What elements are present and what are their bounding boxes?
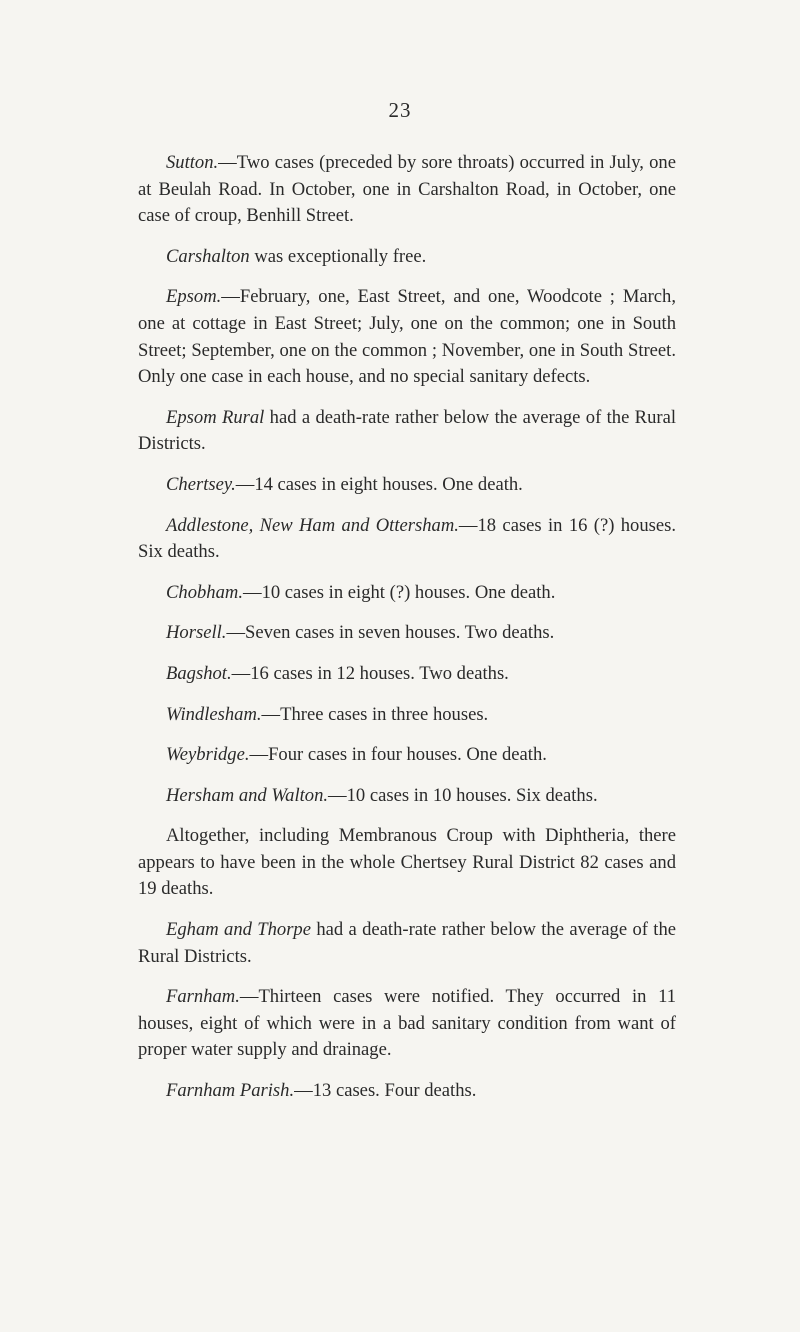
paragraph-text: —Three cases in three houses. <box>261 703 489 725</box>
paragraph-text: —February, one, East Street, and one, Woodcote ; March, one at cottage in East Street; July, one on the common; one in South Street; September, one on the common ; November, one in South Street. Only one case in each house, and no special sanitary defects. <box>138 286 676 388</box>
paragraph-text: —10 cases in eight (?) houses. One death. <box>242 581 556 603</box>
paragraph-weybridge <box>138 742 676 769</box>
paragraph-addlestone <box>138 513 676 566</box>
paragraph-hersham-walton <box>138 783 676 810</box>
paragraph-epsom <box>138 284 676 390</box>
place-name: Epsom. <box>166 286 222 308</box>
paragraph-text: —18 cases in 16 (?) houses. Six deaths. <box>138 514 676 563</box>
page-number: 23 <box>388 98 412 122</box>
paragraph-text: —14 cases in eight houses. One death. <box>235 473 523 495</box>
place-name: Addlestone, New Ham and Ottersham. <box>166 514 459 536</box>
place-name: Farnham. <box>166 986 240 1008</box>
place-name: Carshalton <box>166 245 250 267</box>
place-name: Egham and Thorpe <box>166 919 311 941</box>
paragraph-text: had a death-rate rather below the average of the Rural Districts. <box>138 406 676 455</box>
paragraph-text: was exceptionally free. <box>249 245 427 267</box>
paragraph-text: —10 cases in 10 houses. Six deaths. <box>328 784 598 806</box>
place-name: Epsom Rural <box>166 406 265 428</box>
paragraph-egham-thorpe <box>138 917 676 970</box>
paragraph-text: —13 cases. Four deaths. <box>294 1080 477 1102</box>
paragraph-bagshot <box>138 661 676 688</box>
paragraph-text: —Seven cases in seven houses. Two deaths. <box>226 622 555 644</box>
place-name: Horsell. <box>166 622 227 644</box>
paragraph-horsell <box>138 620 676 647</box>
place-name: Chobham. <box>166 581 243 603</box>
place-name: Windlesham. <box>166 703 262 725</box>
body-text <box>138 150 676 1119</box>
place-name: Chertsey. <box>166 473 236 495</box>
paragraph-chobham <box>138 580 676 607</box>
place-name: Weybridge. <box>166 744 250 766</box>
paragraph-text: had a death-rate rather below the average of the Rural Districts. <box>138 919 677 967</box>
place-name: Sutton. <box>166 152 219 173</box>
paragraph-text: —16 cases in 12 houses. Two deaths. <box>231 662 509 684</box>
paragraph-windlesham <box>138 702 676 729</box>
paragraph-sutton <box>138 150 676 230</box>
paragraph-carshalton <box>138 244 676 271</box>
paragraph-altogether <box>138 823 676 903</box>
paragraph-chertsey <box>138 472 676 499</box>
place-name: Hersham and Walton. <box>166 784 329 806</box>
paragraph-text: Altogether, including Membranous Croup with Diphtheria, there appears to have been in the whole Chertsey Rural District 82 cases and 19 deaths. <box>138 825 676 900</box>
place-name: Farnham Parish. <box>166 1080 295 1102</box>
place-name: Bagshot. <box>166 662 232 684</box>
paragraph-text: —Four cases in four houses. One death. <box>249 744 547 766</box>
paragraph-farnham-parish <box>138 1078 676 1105</box>
paragraph-epsom-rural <box>138 405 676 458</box>
paragraph-text: —Thirteen cases were notified. They occurred in 11 houses, eight of which were in a bad sanitary condition from want of proper water supply and drainage. <box>138 986 676 1061</box>
paragraph-farnham <box>138 984 676 1064</box>
paragraph-text: —Two cases (preceded by sore throats) occurred in July, one at Beulah Road. In October, one in Carshalton Road, in October, one case of croup, Benhill Street. <box>138 152 676 227</box>
